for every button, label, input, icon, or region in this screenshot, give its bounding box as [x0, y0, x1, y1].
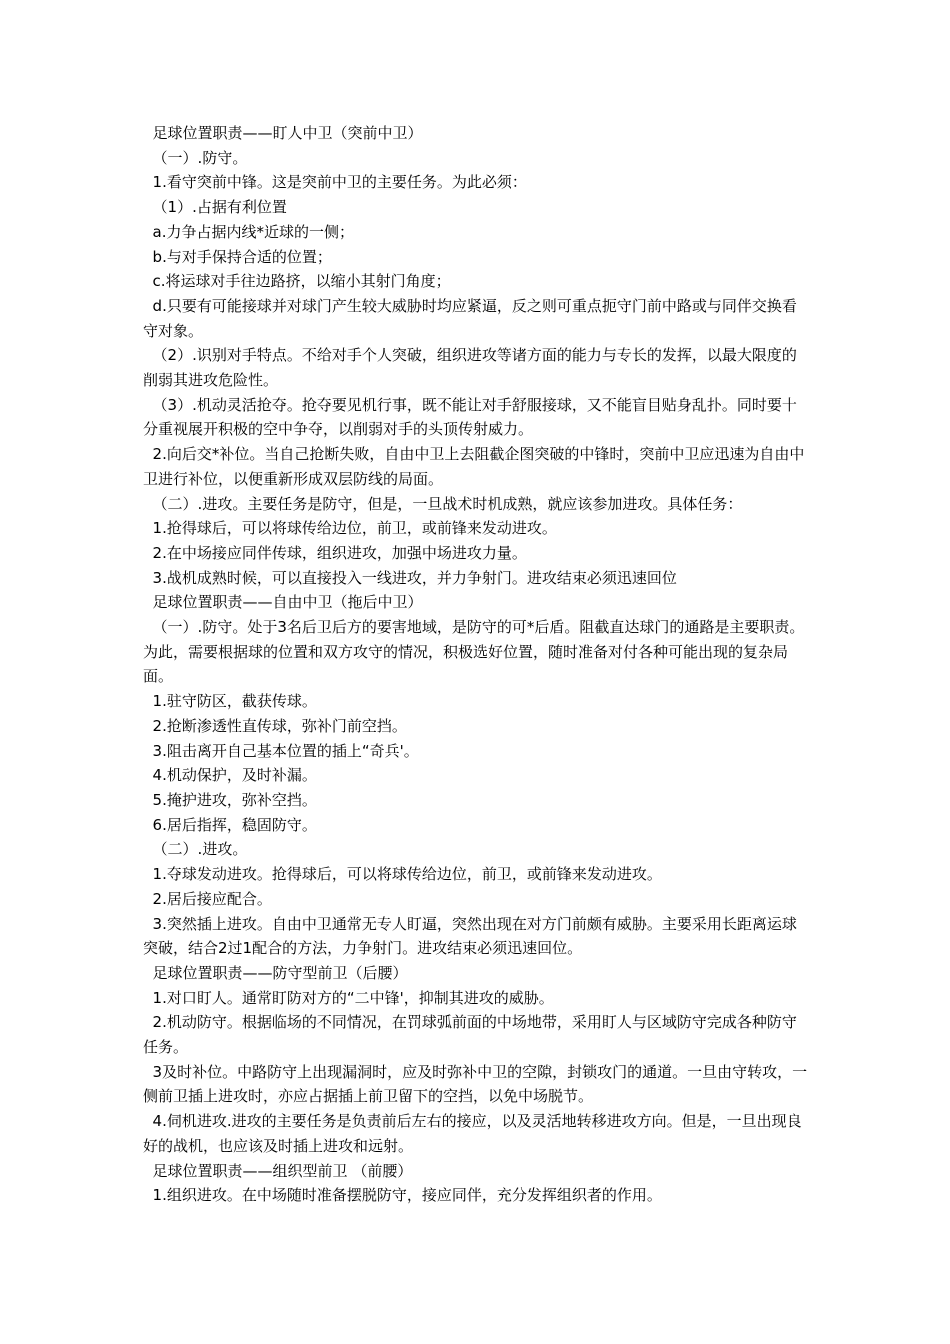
document-paragraph: 2.居后接应配合。 — [143, 889, 272, 908]
document-paragraph: 1.看守突前中锋。这是突前中卫的主要任务。为此必须： — [143, 173, 527, 192]
document-paragraph: （一）.防守。 — [143, 148, 248, 167]
document-paragraph: c.将运球对手往边路挤，以缩小其射门角度； — [143, 272, 451, 291]
document-paragraph: 1.对口盯人。通常盯防对方的“二中锋'，抑制其进攻的威胁。 — [143, 988, 554, 1007]
document-paragraph: 2.抢断渗透性直传球，弥补门前空挡。 — [143, 716, 407, 735]
document-paragraph: b.与对手保持合适的位置； — [143, 247, 332, 266]
document-paragraph: 5.掩护进攻，弥补空挡。 — [143, 790, 317, 809]
document-paragraph: （2）.识别对手特点。不给对手个人突破，组织进攻等诸方面的能力与专长的发挥，以最大限度的削弱其进攻危险性。 — [143, 346, 797, 390]
document-paragraph: 3.阻击离开自己基本位置的插上“奇兵'。 — [143, 741, 419, 760]
document-paragraph: （1）.占据有利位置 — [143, 198, 287, 217]
document-paragraph: 1.夺球发动进攻。抢得球后，可以将球传给边位，前卫，或前锋来发动进攻。 — [143, 865, 662, 884]
document-paragraph: a.力争占据内线*近球的一侧； — [143, 222, 355, 241]
document-paragraph: （3）.机动灵活抢夺。抢夺要见机行事，既不能让对手舒服接球，又不能盲目贴身乱扑。同时要十分重视展开积极的空中争夺，以削弱对手的头顶传射威力。 — [143, 395, 797, 439]
document-paragraph: （一）.防守。处于3名后卫后方的要害地域，是防守的可*后盾。阻截直达球门的通路是主要职责。为此，需要根据球的位置和双方攻守的情况，积极选好位置，随时准备对付各种可能出现的复杂局面。 — [143, 618, 805, 686]
document-paragraph: （二）.进攻。 — [143, 840, 248, 859]
document-paragraph: 足球位置职责——组织型前卫 （前腰） — [143, 1161, 413, 1180]
document-paragraph: 2.机动防守。根据临场的不同情况，在罚球弧前面的中场地带，采用盯人与区域防守完成各种防守任务。 — [143, 1013, 797, 1057]
document-paragraph: 4.伺机进攻.进攻的主要任务是负责前后左右的接应，以及灵活地转移进攻方向。但是，一旦出现良好的战机，也应该及时插上进攻和远射。 — [143, 1112, 802, 1155]
document-paragraph: 足球位置职责——防守型前卫（后腰） — [143, 963, 408, 982]
document-paragraph: d.只要有可能接球并对球门产生较大威胁时均应紧逼，反之则可重点扼守门前中路或与同伴交换看守对象。 — [143, 296, 797, 340]
document-paragraph: 6.居后指挥，稳固防守。 — [143, 815, 317, 834]
document-paragraph: 4.机动保护，及时补漏。 — [143, 766, 317, 785]
document-body — [143, 121, 811, 1208]
document-paragraph: 3及时补位。中路防守上出现漏洞时，应及时弥补中卫的空隙，封锁攻门的通道。一旦由守转攻，一侧前卫插上进攻时，亦应占据插上前卫留下的空挡，以免中场脱节。 — [143, 1062, 808, 1106]
document-paragraph: 3.战机成熟时候，可以直接投入一线进攻，并力争射门。进攻结束必须迅速回位 — [143, 568, 677, 587]
document-paragraph: 2.向后交*补位。当自己抢断失败，自由中卫上去阻截企图突破的中锋时，突前中卫应迅速为自由中卫进行补位，以便重新形成双层防线的局面。 — [143, 445, 805, 488]
document-paragraph: 1.抢得球后，可以将球传给边位，前卫，或前锋来发动进攻。 — [143, 519, 557, 538]
document-paragraph: 足球位置职责——自由中卫（拖后中卫） — [143, 593, 423, 612]
document-paragraph: 2.在中场接应同伴传球，组织进攻，加强中场进攻力量。 — [143, 543, 527, 562]
document-paragraph: 足球位置职责——盯人中卫（突前中卫） — [143, 124, 423, 142]
document-paragraph: 1.驻守防区，截获传球。 — [143, 692, 317, 711]
document-paragraph: 3.突然插上进攻。自由中卫通常无专人盯逼，突然出现在对方门前颇有威胁。主要采用长距离运球突破，结合2过1配合的方法，力争射门。进攻结束必须迅速回位。 — [143, 914, 797, 958]
document-paragraph: 1.组织进攻。在中场随时准备摆脱防守，接应同伴，充分发挥组织者的作用。 — [143, 1186, 662, 1205]
document-paragraph: （二）.进攻。主要任务是防守，但是，一旦战术时机成熟，就应该参加进攻。具体任务： — [143, 494, 743, 513]
